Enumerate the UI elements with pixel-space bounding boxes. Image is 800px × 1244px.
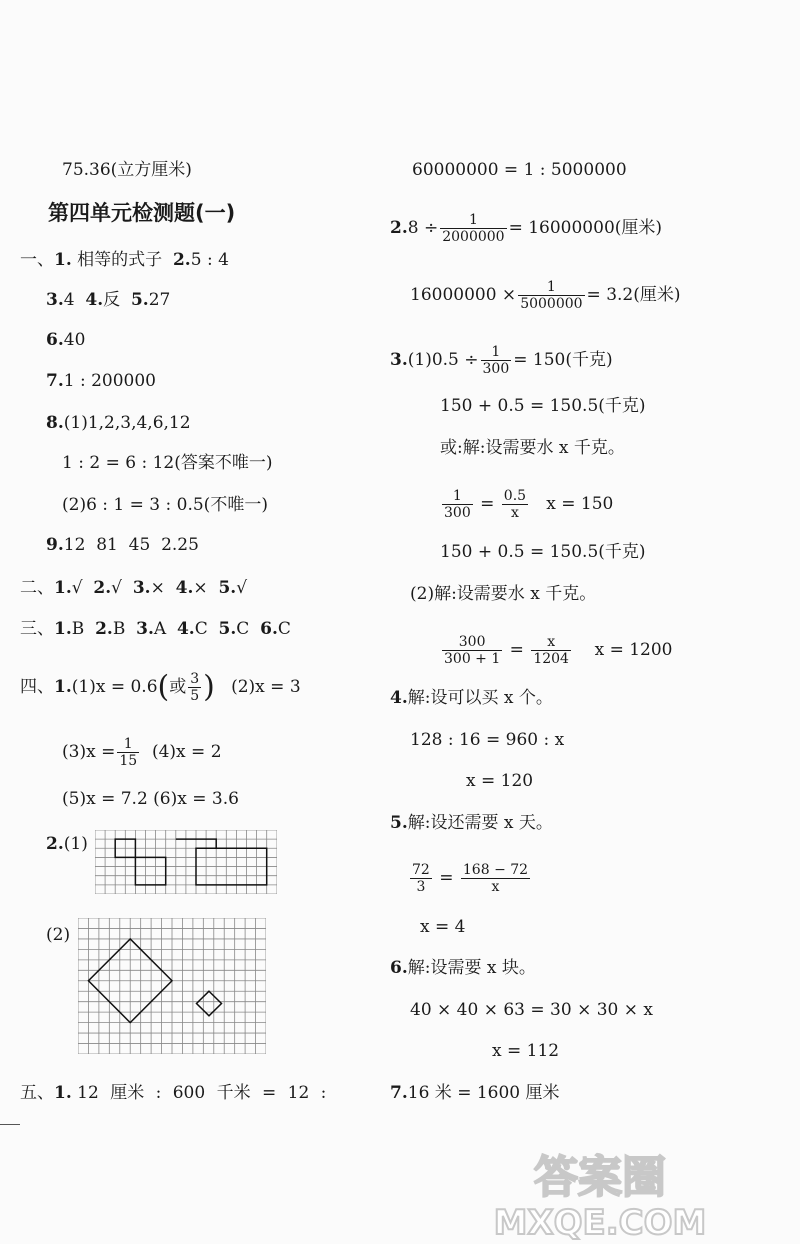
right-line-18: 40 × 40 × 63 = 30 × 30 × x [410, 1000, 654, 1020]
section-4-line-3: (5)x = 7.2 (6)x = 3.6 [62, 789, 239, 809]
fraction: $\frac{1}{300}$ [482, 344, 510, 377]
fraction: $\frac{0.5}{x}$ [503, 488, 527, 521]
right-line-8: 150 + 0.5 = 150.5(千克) [440, 542, 646, 562]
section-4-q2-label-1: 2.(1) [46, 834, 88, 854]
right-line-17: 6.解:设需要 x 块。 [390, 958, 536, 978]
fraction: $\frac{1}{15}$ [119, 736, 138, 769]
section-3-line: 三、1.B 2.B 3.A 4.C 5.C 6.C [20, 619, 291, 639]
corner-rule [0, 1124, 20, 1125]
right-line-12: 128 : 16 = 960 : x [410, 730, 565, 750]
fraction: $\frac{300}{300 + 1}$ [444, 634, 501, 667]
right-line-14: 5.解:设还需要 x 天。 [390, 813, 553, 833]
grid-figure-1 [95, 830, 277, 894]
section-4-line-2: (3)x = $\frac{1}{15}$ (4)x = 2 [62, 736, 222, 769]
section-1-line-7: (2)6 : 1 = 3 : 0.5(不唯一) [62, 495, 268, 515]
section-1-line-8: 9.12 81 45 2.25 [46, 535, 199, 555]
section-2-line: 二、1.√ 2.√ 3.× 4.× 5.√ [20, 578, 248, 598]
right-line-19: x = 112 [492, 1041, 560, 1061]
grid-figure-2 [78, 918, 266, 1054]
right-line-10: $\frac{300}{300 + 1}$ = $\frac{x}{1204}$ x = 1200 [444, 634, 673, 667]
fraction: $\frac{x}{1204}$ [533, 634, 569, 667]
fraction: $\frac{168 - 72}{x}$ [462, 862, 529, 895]
right-line-7: $\frac{1}{300}$ = $\frac{0.5}{x}$ x = 150 [444, 488, 614, 521]
watermark-logo [420, 1150, 780, 1240]
right-line-9: (2)解:设需要水 x 千克。 [410, 584, 597, 604]
right-line-16: x = 4 [420, 917, 466, 937]
open-paren: ( [157, 669, 170, 705]
section-1-line-3: 6.40 [46, 330, 86, 350]
right-line-13: x = 120 [466, 771, 534, 791]
top-answer-line: 75.36(立方厘米) [62, 160, 192, 180]
watermark-text-url: MXQE.COM [493, 1203, 707, 1240]
right-line-1: 60000000 = 1 : 5000000 [412, 160, 627, 180]
right-line-15: $\frac{72}{3}$ = $\frac{168 - 72}{x}$ [412, 862, 529, 895]
right-line-11: 4.解:设可以买 x 个。 [390, 688, 553, 708]
right-line-6: 或:解:设需要水 x 千克。 [440, 438, 625, 458]
watermark-text-cn: 答案圈 [534, 1152, 666, 1203]
right-line-2: 2.8 ÷ $\frac{1}{2000000}$ = 16000000(厘米) [390, 212, 663, 245]
fraction: $\frac{72}{3}$ [412, 862, 430, 895]
section-1-line-2: 3.4 4.反 5.27 [46, 290, 171, 310]
section-4-line-1: 四、1.(1)x = 0.6(或 $\frac{3}{5}$ ) (2)x = 3 [20, 669, 301, 705]
section-1-line-5: 8.(1)1,2,3,4,6,12 [46, 413, 191, 433]
section-title: 第四单元检测题(一) [48, 201, 236, 225]
right-line-5: 150 + 0.5 = 150.5(千克) [440, 396, 646, 416]
section-1-line-6: 1 : 2 = 6 : 12(答案不唯一) [62, 453, 273, 473]
right-line-3: 16000000 × $\frac{1}{5000000}$ = 3.2(厘米) [410, 279, 681, 312]
fraction: $\frac{1}{300}$ [444, 488, 471, 521]
close-paren: ) [203, 669, 215, 705]
fraction: $\frac{1}{5000000}$ [520, 279, 583, 312]
fraction: $\frac{1}{2000000}$ [442, 212, 505, 245]
right-line-4: 3.(1)0.5 ÷ $\frac{1}{300}$ = 150(千克) [390, 344, 613, 377]
section-4-q2-label-2: (2) [46, 925, 71, 945]
section-1-line-1: 一、1. 相等的式子 2.5 : 4 [20, 250, 229, 270]
section-1-line-4: 7.1 : 200000 [46, 371, 156, 391]
right-line-20: 7.16 米 = 1600 厘米 [390, 1083, 560, 1103]
section-5-line-1: 五、1. 12 厘米 : 600 千米 = 12 : [20, 1083, 327, 1103]
fraction: $\frac{3}{5}$ [190, 671, 200, 704]
